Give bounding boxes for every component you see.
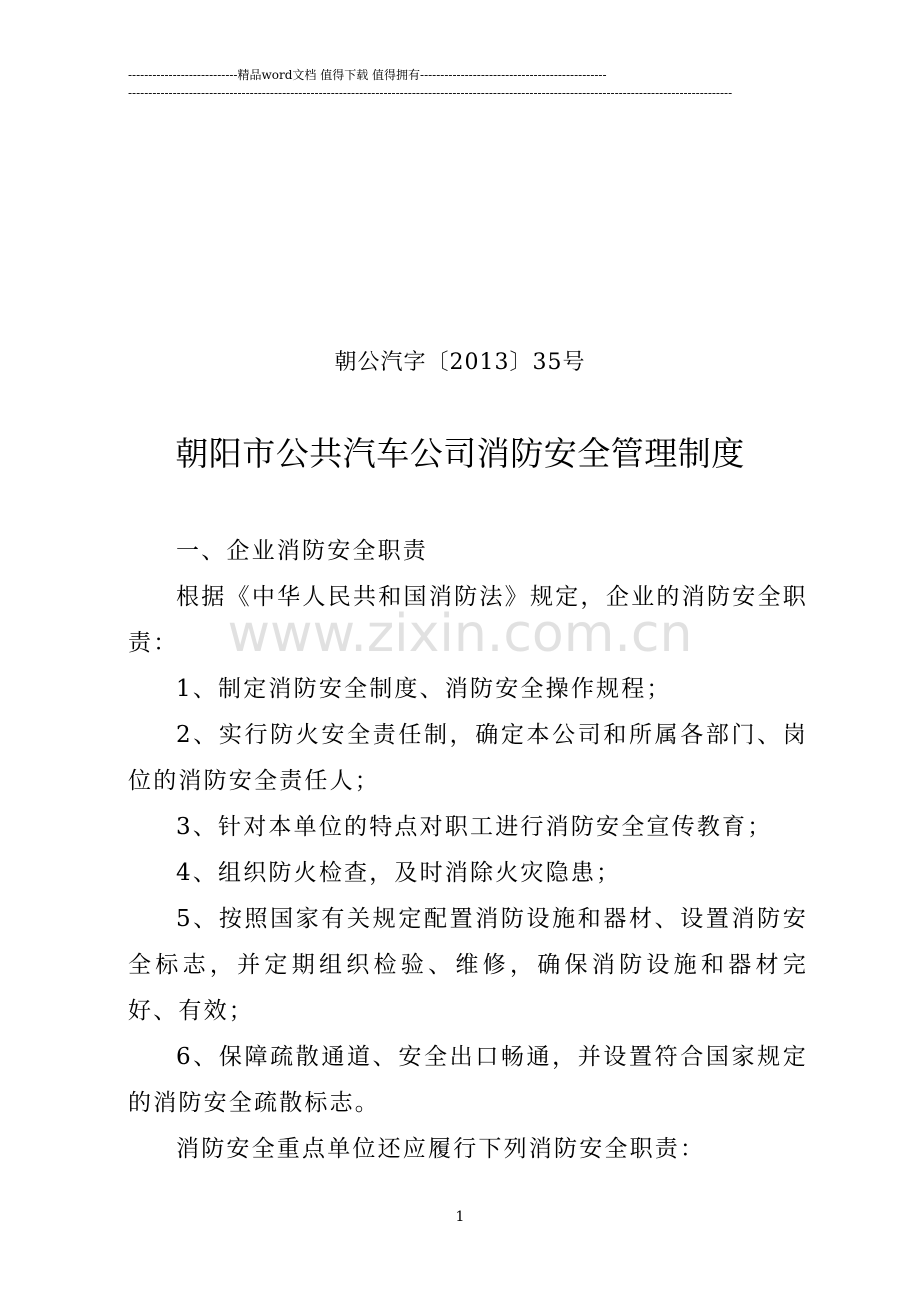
body-paragraph: 根据《中华人民共和国消防法》规定，企业的消防安全职责：: [128, 584, 808, 656]
header-banner-line: ---------------------------精品word文档 值得下载 值得拥有----------------------------------------------: [128, 68, 607, 82]
section-heading: 一、企业消防安全职责: [176, 538, 428, 564]
list-item: 4、组织防火检查，及时消除火灾隐患；: [176, 860, 622, 886]
list-item: 1、制定消防安全制度、消防安全操作规程；: [176, 676, 672, 702]
document-body: [128, 528, 808, 1172]
body-paragraph: 消防安全重点单位还应履行下列消防安全职责：: [176, 1136, 706, 1162]
list-item: 5、按照国家有关规定配置消防设施和器材、设置消防安全标志，并定期组织检验、维修，确保消防设施和器材完好、有效；: [128, 906, 808, 1024]
header-dashed-rule: -----------------------------------------------------------------------------------------------------------------------------------------------------: [128, 86, 733, 100]
page-number: 1: [455, 1209, 465, 1225]
list-item: 6、保障疏散通道、安全出口畅通，并设置符合国家规定的消防安全疏散标志。: [128, 1044, 808, 1116]
watermark: www.zixin.com.cn: [227, 604, 693, 664]
list-item: 2、实行防火安全责任制，确定本公司和所属各部门、岗位的消防安全责任人；: [128, 722, 808, 794]
document-number: 朝公汽字〔2013〕35号: [334, 350, 586, 375]
list-item: 3、针对本单位的特点对职工进行消防安全宣传教育；: [176, 814, 773, 840]
document-title: 朝阳市公共汽车公司消防安全管理制度: [175, 434, 745, 473]
